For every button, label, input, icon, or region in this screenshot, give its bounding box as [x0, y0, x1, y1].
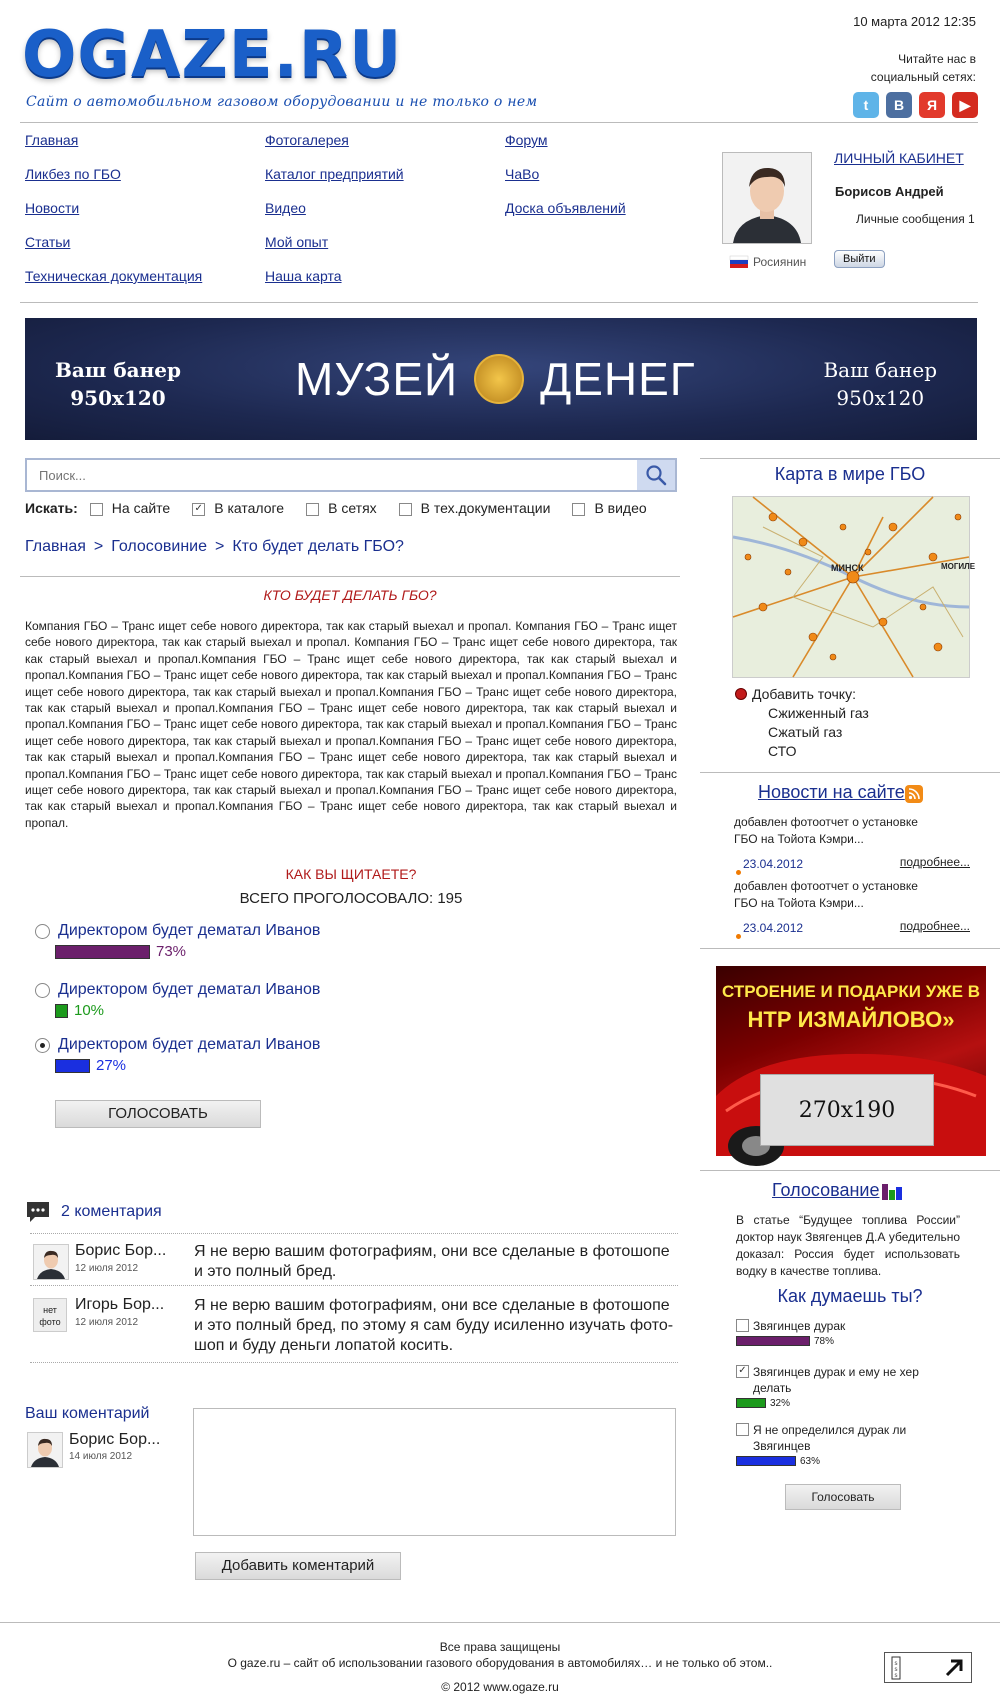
- user-photo-icon: [34, 1245, 68, 1279]
- bullet-icon: [736, 870, 741, 875]
- point-type-cng[interactable]: Сжатый газ: [768, 724, 843, 740]
- site-news-title[interactable]: Новости на сайте: [758, 782, 905, 802]
- nav-link-tech-docs[interactable]: Техническая документация: [25, 268, 203, 284]
- sidebar-poll-option-1-checkbox[interactable]: [736, 1319, 749, 1332]
- comment-1-author[interactable]: Борис Бор...: [75, 1242, 167, 1259]
- bullet-icon: [736, 934, 741, 939]
- sidebar-poll-option-1[interactable]: Звягинцев дурак: [736, 1318, 946, 1334]
- social-links: [853, 92, 978, 118]
- comment-2-date: 12 июля 2012: [75, 1317, 139, 1328]
- sidebar-poll-text: В статье “Будущее топлива России” доктор наук Звягенцев Д.А убедительно доказал: Россия будет использовать водку в качестве топлива.: [736, 1213, 960, 1278]
- nav-link-articles[interactable]: Статьи: [25, 234, 71, 250]
- poll-question: КАК ВЫ ЩИТАЕТЕ?: [285, 866, 417, 882]
- nav-link-forum[interactable]: Форум: [505, 132, 548, 148]
- nav-link-faq[interactable]: ЧаВо: [505, 166, 540, 182]
- filter-catalog-checkbox[interactable]: ✓: [192, 503, 205, 516]
- header-divider: [20, 122, 978, 123]
- nav-link-news[interactable]: Новости: [25, 200, 80, 216]
- vkontakte-icon[interactable]: В: [886, 92, 912, 118]
- read-us-text: Читайте нас в социальный сетях:: [870, 52, 976, 84]
- comment-divider: [30, 1233, 678, 1234]
- article-title: КТО БУДЕТ ДЕЛАТЬ ГБО?: [263, 587, 437, 603]
- nav-link-gbo-basics[interactable]: Ликбез по ГБО: [25, 166, 121, 182]
- poll-percent-3: 27%: [96, 1057, 127, 1074]
- nav-divider: [20, 302, 978, 303]
- breadcrumb-divider: [20, 576, 680, 577]
- comments-header: 2 коментария: [25, 1200, 162, 1224]
- nav-column-3: [505, 132, 745, 234]
- sidebar-poll-percent-1: 78%: [814, 1336, 835, 1347]
- youtube-icon[interactable]: ▶: [952, 92, 978, 118]
- news-item-2-more[interactable]: подробнее...: [899, 919, 970, 933]
- nav-link-home[interactable]: Главная: [25, 132, 79, 148]
- chevron-right-icon: >: [215, 538, 225, 555]
- search-button[interactable]: [637, 460, 675, 490]
- comment-divider: [30, 1285, 678, 1286]
- filter-video[interactable]: В видео: [572, 500, 646, 516]
- map-image: [733, 497, 976, 677]
- nav-link-gallery[interactable]: Фотогалерея: [265, 132, 349, 148]
- footer-divider: [0, 1622, 1000, 1623]
- point-type-service[interactable]: СТО: [768, 743, 797, 759]
- sidebar-poll-option-2-checkbox[interactable]: ✓: [736, 1365, 749, 1378]
- comment-1-text: Я не верю вашим фотографиям, они все сделаные в фотошопе и это полный бред.: [194, 1243, 670, 1280]
- search-input[interactable]: [27, 460, 631, 490]
- user-avatar[interactable]: [722, 152, 812, 244]
- sidebar-poll-percent-3: 63%: [800, 1456, 821, 1467]
- add-point-label[interactable]: Добавить точку:: [735, 686, 856, 702]
- comment-2-author[interactable]: Игорь Бор...: [75, 1296, 165, 1313]
- sidebar-divider: [700, 1170, 1000, 1171]
- user-photo-icon: [28, 1433, 62, 1467]
- twitter-icon[interactable]: t: [853, 92, 879, 118]
- comment-1-avatar[interactable]: [33, 1244, 69, 1280]
- counter-logo-icon: [891, 1656, 901, 1680]
- gbo-map[interactable]: [732, 496, 976, 678]
- svg-text:s: s: [894, 1672, 898, 1679]
- news-item-1-more[interactable]: подробнее...: [899, 855, 970, 869]
- footer-rights: Все права защищены: [439, 1640, 561, 1654]
- filter-site-checkbox[interactable]: [90, 503, 103, 516]
- poll-bar-3: [55, 1059, 90, 1073]
- your-comment-title: Ваш коментарий: [25, 1405, 150, 1422]
- map-city-mogilev: МОГИЛЕ: [941, 562, 976, 571]
- sidebar-poll-percent-2: 32%: [770, 1398, 791, 1409]
- breadcrumb-home[interactable]: Главная: [25, 538, 86, 555]
- poll-option-1-radio[interactable]: [35, 924, 50, 939]
- comment-bubble-icon: [25, 1200, 51, 1224]
- breadcrumb-current: Кто будет делать ГБО?: [232, 538, 404, 555]
- your-comment-date: 14 июля 2012: [69, 1451, 133, 1462]
- arrow-up-right-icon: [943, 1657, 965, 1679]
- site-counter[interactable]: [884, 1652, 972, 1683]
- nav-link-classifieds[interactable]: Доска объявлений: [505, 200, 626, 216]
- no-photo-label: нет: [43, 1305, 57, 1315]
- poll-option-2-radio[interactable]: [35, 983, 50, 998]
- sidebar-poll-bar-2: [736, 1398, 766, 1408]
- nav-link-video[interactable]: Видео: [265, 200, 306, 216]
- search-icon: [645, 464, 667, 486]
- yandex-icon[interactable]: Я: [919, 92, 945, 118]
- poll-percent-1: 73%: [156, 943, 187, 960]
- search-filters: [25, 500, 669, 516]
- comment-1-date: 12 июля 2012: [75, 1263, 139, 1274]
- sidebar-poll-option-2[interactable]: ✓ Звягинцев дурак и ему не хер делать: [736, 1364, 946, 1396]
- user-nationality: Росиянин: [730, 255, 806, 269]
- filter-networks[interactable]: В сетях: [306, 500, 377, 516]
- article-body: Компания ГБО – Транс ищет себе нового директора, так как старый выехал и пропал. Компания ГБО – Транс ищет себе нового директора, так как старый выехал и пропал. Компания ГБО – Транс ищет себе нового директора, так как старый выехал и пропал.Компания ГБО – Транс ищет себе нового директора, так как старый выехал и пропал.Компания ГБО – Транс ищет себе нового директора, так как старый выехал и пропал.Компания ГБО – Транс ищет себе нового директора, так как старый выехал и пропал.Компания ГБО – Транс ищет себе нового директора, так как старый выехал и пропал.Компания ГБО – Транс ищет себе нового директора, так как старый выехал и пропал.Компания ГБО – Транс ищет себе нового директора, так как старый выехал и пропал.Компания ГБО – Транс ищет себе нового директора, так как старый выехал и пропал.Компания ГБО – Транс ищет себе нового директора, так как старый выехал и пропал.Компания ГБО – Транс ищет себе нового директора, так как старый выехал и пропал.Компания ГБО – Транс ищет себе нового директора, так как старый выехал и пропал.Компания ГБО – Транс ищет себе нового директора, так как старый выехал и пропал.Компания ГБО – Транс ищет себе нового директора, так как старый выехал и пропал.Компания ГБО – Транс ищет себе нового директора, так как старый выехал и пропал.: [25, 619, 677, 830]
- breadcrumb: [25, 538, 404, 556]
- top-banner-ad[interactable]: [25, 318, 977, 440]
- your-name: Борис Бор...: [69, 1431, 161, 1448]
- banner-left-text: Ваш банер 950x120: [55, 358, 181, 410]
- poll-bar-2: [55, 1004, 68, 1018]
- nav-column-1: [25, 132, 265, 302]
- nav-column-2: [265, 132, 505, 302]
- user-photo-icon: [723, 153, 811, 243]
- search-box: [25, 458, 677, 492]
- filter-networks-checkbox[interactable]: [306, 503, 319, 516]
- ad-size-label: 270x190: [760, 1074, 934, 1146]
- ad-headline: СТРОЕНИЕ И ПОДАРКИ УЖЕ В НТР ИЗМАЙЛОВО»: [722, 982, 980, 1032]
- filter-catalog[interactable]: ✓ В каталоге: [192, 500, 284, 516]
- russia-flag-icon: [730, 256, 748, 268]
- sidebar-poll-question: Как думаешь ты?: [777, 1286, 923, 1306]
- site-logo[interactable]: OGAZE.RU: [22, 18, 403, 92]
- comment-divider: [30, 1362, 678, 1363]
- filter-site[interactable]: На сайте: [90, 500, 170, 516]
- private-messages-link[interactable]: Личные сообщения 1: [856, 212, 975, 226]
- poll-total: ВСЕГО ПРОГОЛОСОВАЛО: 195: [239, 890, 463, 907]
- sidebar-poll-option-3[interactable]: Я не определился дурак ли Звягинцев: [736, 1422, 946, 1454]
- poll-option-3-radio[interactable]: [35, 1038, 50, 1053]
- sidebar-poll-bar-1: [736, 1336, 810, 1346]
- sidebar-divider: [700, 458, 1000, 459]
- filter-tech-docs[interactable]: В тех.документации: [399, 500, 551, 516]
- comment-2-avatar[interactable]: нет фото: [33, 1298, 67, 1332]
- banner-right-text: Ваш банер 950x120: [823, 358, 937, 410]
- news-item-2-text[interactable]: добавлен фотоотчет о установке ГБО на Тойота Кэмри...: [734, 879, 918, 910]
- sidebar-divider: [700, 772, 1000, 773]
- comment-2-text: Я не верю вашим фотографиям, они все сделаные в фотошопе и это полный бред, по этому я сам буду исиленно изучать фото-шоп и буду деньги лопатой косить.: [194, 1297, 674, 1354]
- sidebar-poll-title[interactable]: Голосование: [772, 1180, 880, 1200]
- add-comment-button[interactable]: Добавить коментарий: [195, 1552, 401, 1580]
- user-name: Борисов Андрей: [835, 184, 944, 199]
- poll-option-2[interactable]: Директором будет дематал Иванов: [35, 981, 320, 999]
- svg-text:s: s: [894, 1660, 898, 1667]
- footer-about: О gaze.ru – сайт об использовании газового оборудования в автомобилях… и не только об этом..: [227, 1656, 773, 1670]
- vote-button[interactable]: ГОЛОСОВАТЬ: [55, 1100, 261, 1128]
- breadcrumb-voting[interactable]: Голосовиние: [111, 538, 207, 555]
- news-item-2-date: 23.04.2012: [743, 921, 804, 935]
- poll-option-1[interactable]: Директором будет дематал Иванов: [35, 922, 320, 940]
- news-item-1-date: 23.04.2012: [743, 857, 804, 871]
- banner-center-text: МУЗЕЙ ДЕНЕГ: [295, 353, 696, 405]
- logout-button[interactable]: Выйти: [834, 250, 885, 268]
- poll-percent-2: 10%: [74, 1002, 105, 1019]
- sidebar-poll-bar-3: [736, 1456, 796, 1466]
- svg-text:s: s: [894, 1666, 898, 1673]
- footer-copyright: © 2012 www.ogaze.ru: [441, 1680, 559, 1694]
- filter-tech-docs-checkbox[interactable]: [399, 503, 412, 516]
- rss-icon[interactable]: [905, 785, 923, 803]
- site-tagline: Сайт о автомобильном газовом оборудовании и не только о нем: [26, 94, 538, 110]
- nav-link-my-experience[interactable]: Мой опыт: [265, 234, 329, 250]
- chevron-right-icon: >: [93, 538, 104, 555]
- sidebar-poll-option-3-checkbox[interactable]: [736, 1423, 749, 1436]
- coin-logo-icon: [474, 354, 524, 404]
- search-filter-label: Искать:: [25, 500, 78, 516]
- sidebar-banner-ad[interactable]: [716, 966, 986, 1156]
- nav-link-our-map[interactable]: Наша карта: [265, 268, 342, 284]
- your-avatar[interactable]: [27, 1432, 63, 1468]
- news-item-1-text[interactable]: добавлен фотоотчет о установке ГБО на Тойота Кэмри...: [734, 815, 918, 846]
- sidebar-divider: [700, 948, 1000, 949]
- nav-link-catalog[interactable]: Каталог предприятий: [265, 166, 404, 182]
- poll-option-3[interactable]: Директором будет дематал Иванов: [35, 1036, 320, 1054]
- poll-bar-1: [55, 945, 150, 959]
- current-datetime: 10 марта 2012 12:35: [853, 14, 976, 29]
- map-city-minsk: МИНСК: [831, 563, 864, 573]
- red-dot-icon: [735, 688, 747, 700]
- map-title[interactable]: Карта в мире ГБО: [774, 464, 926, 484]
- bar-chart-icon: [882, 1182, 904, 1203]
- comment-textarea[interactable]: [193, 1408, 676, 1536]
- point-type-lpg[interactable]: Сжиженный газ: [768, 705, 869, 721]
- filter-video-checkbox[interactable]: [572, 503, 585, 516]
- sidebar-vote-button[interactable]: Голосовать: [785, 1484, 901, 1510]
- personal-cabinet-link[interactable]: ЛИЧНЫЙ КАБИНЕТ: [834, 150, 964, 166]
